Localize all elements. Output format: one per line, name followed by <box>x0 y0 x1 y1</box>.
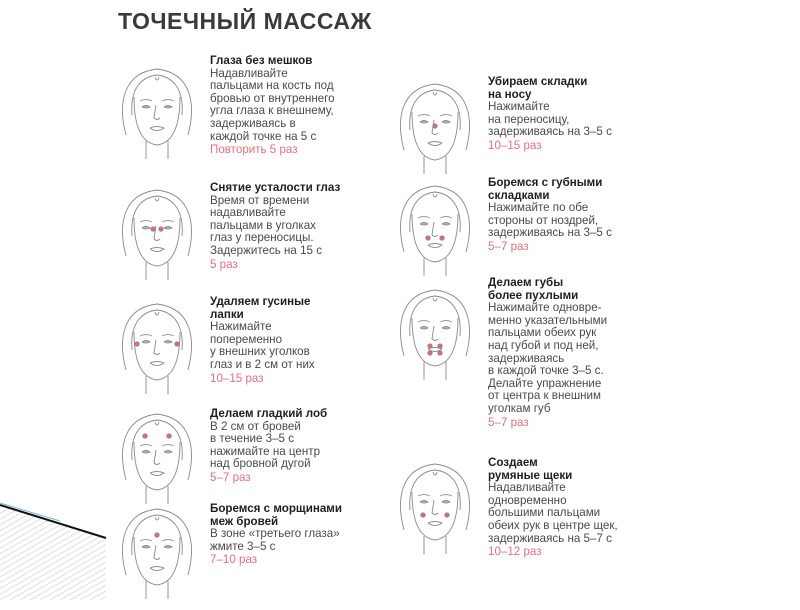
repeat-count: 7–10 раз <box>210 553 258 567</box>
pressure-point-marker <box>426 236 430 240</box>
instruction-text: Надавливайте <box>488 481 566 495</box>
pressure-point-marker <box>175 342 179 346</box>
face-illustration <box>112 176 202 286</box>
instruction-text: задерживаясь на 5–7 с <box>488 531 612 545</box>
instruction-text: жмите 3–5 с <box>210 539 276 553</box>
massage-instruction <box>488 76 678 153</box>
instruction-text: большими пальцами <box>488 506 601 520</box>
instruction-text: глаз и в 2 см от них <box>210 357 315 371</box>
instruction-heading: Удаляем гусиные <box>210 295 311 308</box>
repeat-count: 5–7 раз <box>210 470 251 484</box>
instruction-heading: лапки <box>210 307 244 321</box>
repeat-count: 10–15 раз <box>210 371 264 385</box>
massage-instruction <box>488 177 678 254</box>
pressure-point-marker <box>135 342 139 346</box>
repeat-count: 5–7 раз <box>488 239 529 253</box>
instruction-text: задерживаясь на 3–5 с <box>488 226 612 240</box>
instruction-heading: Боремся с губными <box>488 176 603 189</box>
pressure-point-marker <box>428 351 432 355</box>
pressure-point-marker <box>155 533 159 537</box>
instruction-text: Нажимайте <box>210 320 272 334</box>
instruction-text: от центра к внешним <box>488 389 601 403</box>
pressure-point-marker <box>428 344 432 348</box>
massage-instruction <box>210 296 400 385</box>
face-illustration <box>112 495 202 605</box>
pressure-point-marker <box>159 227 163 231</box>
instruction-text: над бровной дугой <box>210 457 311 471</box>
pressure-point-marker <box>440 236 444 240</box>
instruction-text: бровью от внутреннего <box>210 91 335 105</box>
instruction-heading: Создаем <box>488 456 538 469</box>
instruction-text: угла глаза к внешнему, <box>210 104 334 118</box>
instruction-text: Время от времени <box>210 193 310 207</box>
pressure-point-marker <box>167 434 171 438</box>
instruction-text: пальцами на кость под <box>210 79 334 93</box>
repeat-count: 5–7 раз <box>488 415 529 429</box>
instruction-text: В 2 см от бровей <box>210 419 301 433</box>
massage-instruction <box>210 503 400 567</box>
face-illustration <box>390 450 480 560</box>
instruction-heading: Делаем гладкий лоб <box>210 407 328 420</box>
pressure-point-marker <box>438 344 442 348</box>
pressure-point-marker <box>151 227 155 231</box>
decorative-hatched-wedge <box>0 490 110 600</box>
page-title: ТОЧЕЧНЫЙ МАССАЖ <box>118 8 372 34</box>
pressure-point-marker <box>433 124 437 128</box>
instruction-text: Нажимайте одновре- <box>488 301 602 315</box>
instruction-heading: Глаза без мешков <box>210 54 313 67</box>
instruction-text: в каждой точке 3–5 с. <box>488 364 604 378</box>
massage-instruction <box>488 457 678 559</box>
instruction-text: над губой и под ней, <box>488 338 599 352</box>
instruction-text: у внешних уголков <box>210 345 310 359</box>
massage-instruction <box>488 277 678 429</box>
instruction-text: нажимайте на центр <box>210 444 321 458</box>
massage-instruction <box>210 182 400 271</box>
instruction-text: надавливайте <box>210 206 286 220</box>
instruction-text: Нажимайте <box>488 100 550 114</box>
instruction-text: глаз у переносицы. <box>210 231 314 245</box>
repeat-count: 5 раз <box>210 257 238 271</box>
repeat-count: 10–15 раз <box>488 138 542 152</box>
instruction-text: в течение 3–5 с <box>210 432 295 446</box>
instruction-heading: более пухлыми <box>488 288 579 302</box>
face-illustration <box>390 172 480 282</box>
face-illustration <box>390 70 480 180</box>
pressure-point-marker <box>438 351 442 355</box>
instruction-heading: складками <box>488 188 550 202</box>
instruction-heading: меж бровей <box>210 514 279 528</box>
instruction-text: попеременно <box>210 332 283 346</box>
instruction-text: Задержитесь на 15 с <box>210 243 323 257</box>
face-illustration <box>390 276 480 386</box>
instruction-text: уголкам губ <box>488 401 551 415</box>
instruction-text: менно указательными <box>488 313 608 327</box>
face-illustration <box>112 55 202 165</box>
instruction-text: стороны от ноздрей, <box>488 213 599 227</box>
instruction-heading: Боремся с морщинами <box>210 502 342 515</box>
pressure-point-marker <box>421 513 425 517</box>
instruction-text: на переносицу, <box>488 112 570 126</box>
instruction-text: каждой точке на 5 с <box>210 129 317 143</box>
instruction-heading: на носу <box>488 87 532 101</box>
instruction-text: одновременно <box>488 493 567 507</box>
instruction-text: задерживаясь в <box>210 116 296 130</box>
instruction-text: задерживаясь на 3–5 с <box>488 125 612 139</box>
instruction-text: пальцами обеих рук <box>488 326 597 340</box>
massage-instruction <box>210 55 400 157</box>
instruction-text: задерживаясь <box>488 351 565 365</box>
instruction-text: пальцами в уголках <box>210 218 316 232</box>
instruction-heading: румяные щеки <box>488 468 573 482</box>
instruction-text: В зоне «третьего глаза» <box>210 527 340 541</box>
instruction-heading: Убираем складки <box>488 75 588 88</box>
repeat-count: Повторить 5 раз <box>210 143 298 157</box>
instruction-heading: Снятие усталости глаз <box>210 181 341 194</box>
face-illustration <box>112 290 202 400</box>
instruction-text: Нажимайте по обе <box>488 201 589 215</box>
pressure-point-marker <box>143 434 147 438</box>
instruction-text: Делайте упражнение <box>488 376 602 390</box>
instruction-text: обеих рук в центре щек, <box>488 518 618 532</box>
massage-instruction <box>210 408 400 485</box>
pressure-point-marker <box>445 513 449 517</box>
instruction-heading: Делаем губы <box>488 276 564 289</box>
instruction-text: Надавливайте <box>210 66 288 80</box>
face-illustration <box>112 400 202 510</box>
repeat-count: 10–12 раз <box>488 545 542 559</box>
